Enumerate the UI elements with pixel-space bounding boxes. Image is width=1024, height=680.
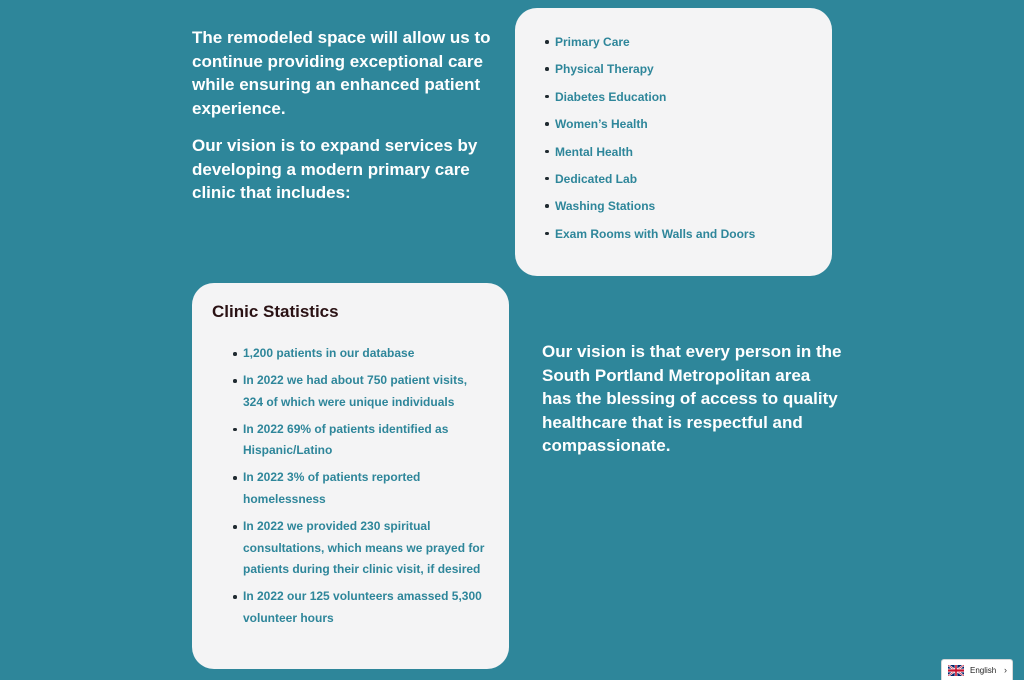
services-list-item: Physical Therapy [545,59,812,86]
statistics-list-item: 1,200 patients in our database [233,343,489,365]
intro-paragraph-vision: Our vision is to expand services by developing a modern primary care clinic that includes: [192,136,478,202]
services-list-item: Primary Care [545,32,812,59]
vision-statement: Our vision is that every person in the South Portland Metropolitan area has the blessing of access to quality healthcare that is respectful and compassionate. [542,342,842,455]
statistics-list-item: In 2022 69% of patients identified as Hispanic/Latino [233,419,489,462]
services-list-item: Mental Health [545,142,812,169]
language-switcher[interactable] [941,659,1013,680]
uk-flag-icon [948,665,964,676]
services-card [515,8,832,276]
language-label: English [970,665,997,675]
services-list-item: Exam Rooms with Walls and Doors [545,224,812,251]
intro-paragraph-remodel: The remodeled space will allow us to continue providing exceptional care while ensuring an enhanced patient experience. [192,28,491,118]
services-list-item: Diabetes Education [545,87,812,114]
statistics-list-item: In 2022 3% of patients reported homelessness [233,467,489,510]
chevron-right-icon: › [1004,664,1007,675]
statistics-list-item: In 2022 we had about 750 patient visits, 324 of which were unique individuals [233,370,489,413]
clinic-statistics-title: Clinic Statistics [212,302,339,321]
services-list-item: Washing Stations [545,196,812,223]
services-list-item: Women’s Health [545,114,812,141]
statistics-list-item: In 2022 our 125 volunteers amassed 5,300 volunteer hours [233,586,489,629]
statistics-list [212,343,489,630]
services-list-item: Dedicated Lab [545,169,812,196]
clinic-statistics-card [192,283,509,669]
intro-section [192,26,492,219]
services-list [545,32,812,251]
statistics-list-item: In 2022 we provided 230 spiritual consultations, which means we prayed for patients during their clinic visit, if desired [233,516,489,581]
